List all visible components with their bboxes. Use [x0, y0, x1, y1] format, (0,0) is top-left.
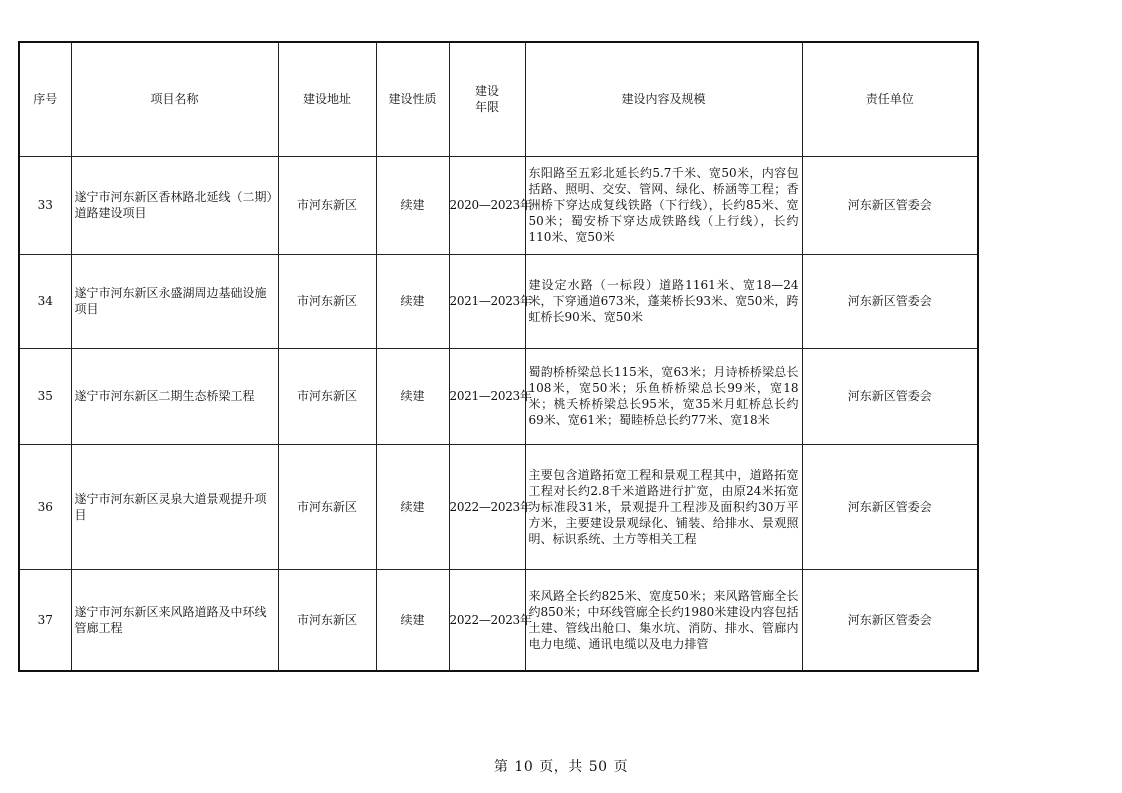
row-address: 市河东新区	[278, 156, 376, 254]
row-address: 市河东新区	[278, 444, 376, 569]
table-row	[19, 254, 978, 348]
header-address: 建设地址	[278, 42, 376, 156]
page-footer	[0, 756, 1122, 776]
header-seq: 序号	[19, 42, 71, 156]
row-nature: 续建	[376, 156, 449, 254]
row-name: 遂宁市河东新区永盛湖周边基础设施项目	[71, 254, 278, 348]
row-nature: 续建	[376, 569, 449, 671]
row-address: 市河东新区	[278, 569, 376, 671]
row-unit: 河东新区管委会	[802, 348, 978, 444]
project-table	[18, 41, 979, 672]
row-period: 2022—2023年	[449, 444, 525, 569]
row-address: 市河东新区	[278, 254, 376, 348]
footer-suffix: 页	[613, 759, 629, 775]
row-period: 2020—2023年	[449, 156, 525, 254]
row-name: 遂宁市河东新区二期生态桥梁工程	[71, 348, 278, 444]
row-seq: 37	[19, 569, 71, 671]
header-name: 项目名称	[71, 42, 278, 156]
row-content: 蜀韵桥桥梁总长115米，宽63米；月诗桥桥梁总长108米，宽50米；乐鱼桥桥梁总长99米，宽18米；桃夭桥桥梁总长95米，宽35米月虹桥总长约69米、宽61米；蜀睦桥总长约77米、宽18米	[525, 348, 802, 444]
row-unit: 河东新区管委会	[802, 156, 978, 254]
header-period	[449, 42, 525, 156]
row-period: 2022—2023年	[449, 569, 525, 671]
table-row	[19, 348, 978, 444]
header-row	[19, 42, 978, 156]
header-nature: 建设性质	[376, 42, 449, 156]
row-content: 主要包含道路拓宽工程和景观工程其中，道路拓宽工程对长约2.8千米道路进行扩宽，由原24米拓宽为标准段31米，景观提升工程涉及面积约30万平方米，主要建设景观绿化、铺装、给排水、景观照明、标识系统、土方等相关工程	[525, 444, 802, 569]
row-seq: 33	[19, 156, 71, 254]
header-unit: 责任单位	[802, 42, 978, 156]
header-period-line1: 建设	[474, 84, 499, 99]
total-page-number: 50	[588, 759, 608, 775]
row-unit: 河东新区管委会	[802, 254, 978, 348]
row-seq: 35	[19, 348, 71, 444]
row-name: 遂宁市河东新区灵泉大道景观提升项目	[71, 444, 278, 569]
footer-middle: 页，共	[539, 759, 583, 775]
row-content: 来风路全长约825米、宽度50米；来风路管廊全长约850米；中环线管廊全长约1980米建设内容包括土建、管线出舱口、集水坑、消防、排水、管廊内电力电缆、通讯电缆以及电力排管	[525, 569, 802, 671]
table-row	[19, 156, 978, 254]
row-unit: 河东新区管委会	[802, 444, 978, 569]
row-seq: 34	[19, 254, 71, 348]
row-period: 2021—2023年	[449, 254, 525, 348]
row-name: 遂宁市河东新区来风路道路及中环线管廊工程	[71, 569, 278, 671]
row-seq: 36	[19, 444, 71, 569]
table-row	[19, 444, 978, 569]
row-unit: 河东新区管委会	[802, 569, 978, 671]
row-name: 遂宁市河东新区香林路北延线（二期）道路建设项目	[71, 156, 278, 254]
row-period: 2021—2023年	[449, 348, 525, 444]
header-period-line2: 年限	[474, 100, 499, 115]
row-content: 东阳路至五彩北延长约5.7千米、宽50米，内容包括路、照明、交安、管网、绿化、桥涵等工程；香洲桥下穿达成复线铁路（下行线），长约85米、宽50米；蜀安桥下穿达成铁路线（上行线），长约110米、宽50米	[525, 156, 802, 254]
row-address: 市河东新区	[278, 348, 376, 444]
row-nature: 续建	[376, 444, 449, 569]
row-content: 建设定水路（一标段）道路1161米、宽18—24米，下穿通道673米，蓬莱桥长93米、宽50米，跨虹桥长90米、宽50米	[525, 254, 802, 348]
footer-prefix: 第	[493, 759, 509, 775]
current-page-number: 10	[514, 759, 534, 775]
row-nature: 续建	[376, 348, 449, 444]
header-content: 建设内容及规模	[525, 42, 802, 156]
row-nature: 续建	[376, 254, 449, 348]
table-row	[19, 569, 978, 671]
